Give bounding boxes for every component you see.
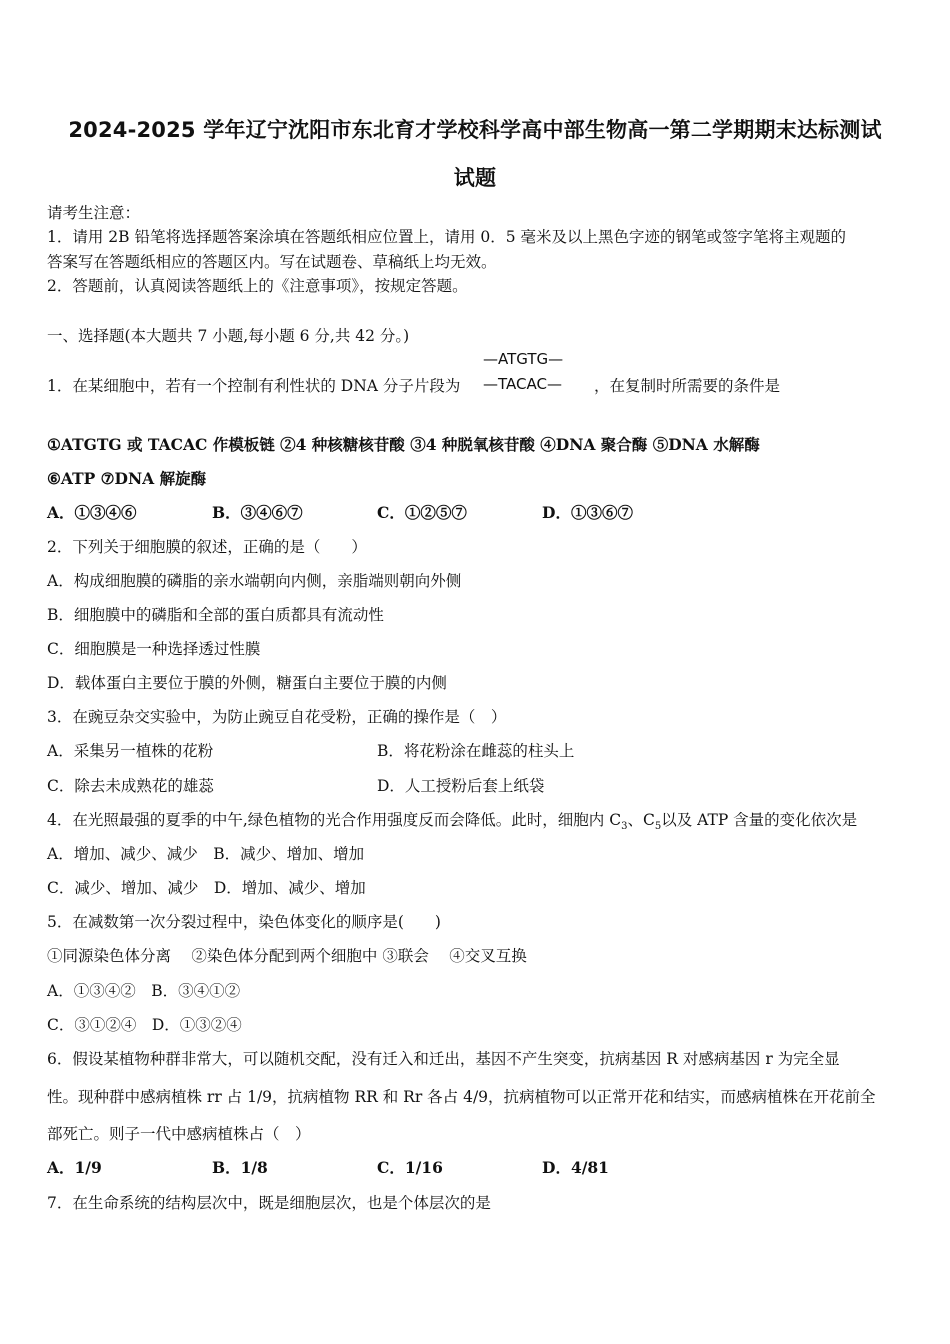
- q2-option-b: B．细胞膜中的磷脂和全部的蛋白质都具有流动性: [47, 606, 384, 624]
- q1-items-line1: ①ATGTG 或 TACAC 作模板链 ②4 种核糖核苷酸 ③4 种脱氧核苷酸 ④DNA 聚合酶 ⑤DNA 水解酶: [47, 435, 760, 454]
- q4-stem-a: 4．在光照最强的夏季的中午,绿色植物的光合作用强度反而会降低。此时，细胞内 C: [47, 811, 622, 829]
- q1-option-d: D．①③⑥⑦: [542, 503, 633, 522]
- q2-option-c: C．细胞膜是一种选择透过性膜: [47, 640, 261, 658]
- section-heading: 一、选择题(本大题共 7 小题,每小题 6 分,共 42 分。): [47, 327, 410, 345]
- q5-options-line1: A．①③④② B．③④①②: [47, 982, 241, 1000]
- q3-option-c: C．除去未成熟花的雄蕊: [47, 777, 214, 795]
- q2-stem: 2．下列关于细胞膜的叙述，正确的是（ ）: [47, 538, 367, 556]
- q5-items: ①同源染色体分离 ②染色体分配到两个细胞中 ③联会 ④交叉互换: [47, 947, 527, 965]
- notice-heading: 请考生注意：: [47, 204, 141, 222]
- q5-options-line2: C．③①②④ D．①③②④: [47, 1016, 242, 1034]
- q1-option-a: A．①③④⑥: [47, 503, 137, 522]
- exam-title-line1: 2024-2025 学年辽宁沈阳市东北育才学校科学高中部生物高一第二学期期末达标测试: [68, 118, 882, 142]
- q6-option-a: A．1/9: [47, 1158, 102, 1177]
- q4-sub-3: 3: [621, 821, 628, 833]
- q1-stem-a: 1．在某细胞中，若有一个控制有利性状的 DNA 分子片段为: [47, 377, 461, 395]
- q5-stem: 5．在减数第一次分裂过程中，染色体变化的顺序是( ): [47, 913, 441, 931]
- q3-option-d: D．人工授粉后套上纸袋: [377, 777, 545, 795]
- q4-stem: [47, 810, 857, 837]
- q6-line2: 性。现种群中感病植株 rr 占 1/9，抗病植物 RR 和 Rr 各占 4/9，抗病植物可以正常开花和结实，而感病植株在开花前全: [47, 1088, 876, 1106]
- q6-line1: 6．假设某植物种群非常大，可以随机交配，没有迁入和迁出，基因不产生突变，抗病基因 R 对感病基因 r 为完全显: [47, 1050, 840, 1068]
- notice-item-1a: 1．请用 2B 铅笔将选择题答案涂填在答题纸相应位置上，请用 0．5 毫米及以上黑色字迹的钢笔或签字笔将主观题的: [47, 228, 847, 246]
- q1-items-line2: ⑥ATP ⑦DNA 解旋酶: [47, 469, 207, 488]
- q2-option-d: D．载体蛋白主要位于膜的外侧，糖蛋白主要位于膜的内侧: [47, 674, 447, 692]
- q1-option-b: B．③④⑥⑦: [212, 503, 303, 522]
- dna-strand-top: —ATGTG—: [483, 350, 564, 368]
- q6-option-d: D．4/81: [542, 1158, 609, 1177]
- q1-option-c: C．①②⑤⑦: [377, 503, 467, 522]
- dna-strand-bottom: —TACAC—: [483, 375, 562, 393]
- q6-line3: 部死亡。则子一代中感病植株占（ ）: [47, 1125, 311, 1143]
- notice-item-2: 2．答题前，认真阅读答题纸上的《注意事项》，按规定答题。: [47, 277, 468, 295]
- q6-option-b: B．1/8: [212, 1158, 268, 1177]
- q6-option-c: C．1/16: [377, 1158, 443, 1177]
- exam-title-line2: 试题: [453, 166, 497, 190]
- q4-options-line1: A．增加、减少、减少 B．减少、增加、增加: [47, 845, 365, 863]
- q4-stem-c: 以及 ATP 含量的变化依次是: [661, 811, 858, 829]
- q2-option-a: A．构成细胞膜的磷脂的亲水端朝向内侧，亲脂端则朝向外侧: [47, 572, 462, 590]
- q4-options-line2: C．减少、增加、减少 D．增加、减少、增加: [47, 879, 366, 897]
- notice-item-1b: 答案写在答题纸相应的答题区内。写在试题卷、草稿纸上均无效。: [47, 253, 497, 271]
- q3-option-a: A．采集另一植株的花粉: [47, 742, 214, 760]
- q4-sub-5: 5: [654, 821, 662, 833]
- q1-stem-b: ，在复制时所需要的条件是: [594, 377, 781, 395]
- q3-stem: 3．在豌豆杂交实验中，为防止豌豆自花受粉，正确的操作是（ ）: [47, 708, 507, 726]
- dna-fragment: [483, 350, 587, 402]
- q7-stem: 7．在生命系统的结构层次中，既是细胞层次，也是个体层次的是: [47, 1194, 491, 1212]
- q4-stem-b: 、C: [627, 811, 655, 829]
- q3-option-b: B．将花粉涂在雌蕊的柱头上: [377, 742, 575, 760]
